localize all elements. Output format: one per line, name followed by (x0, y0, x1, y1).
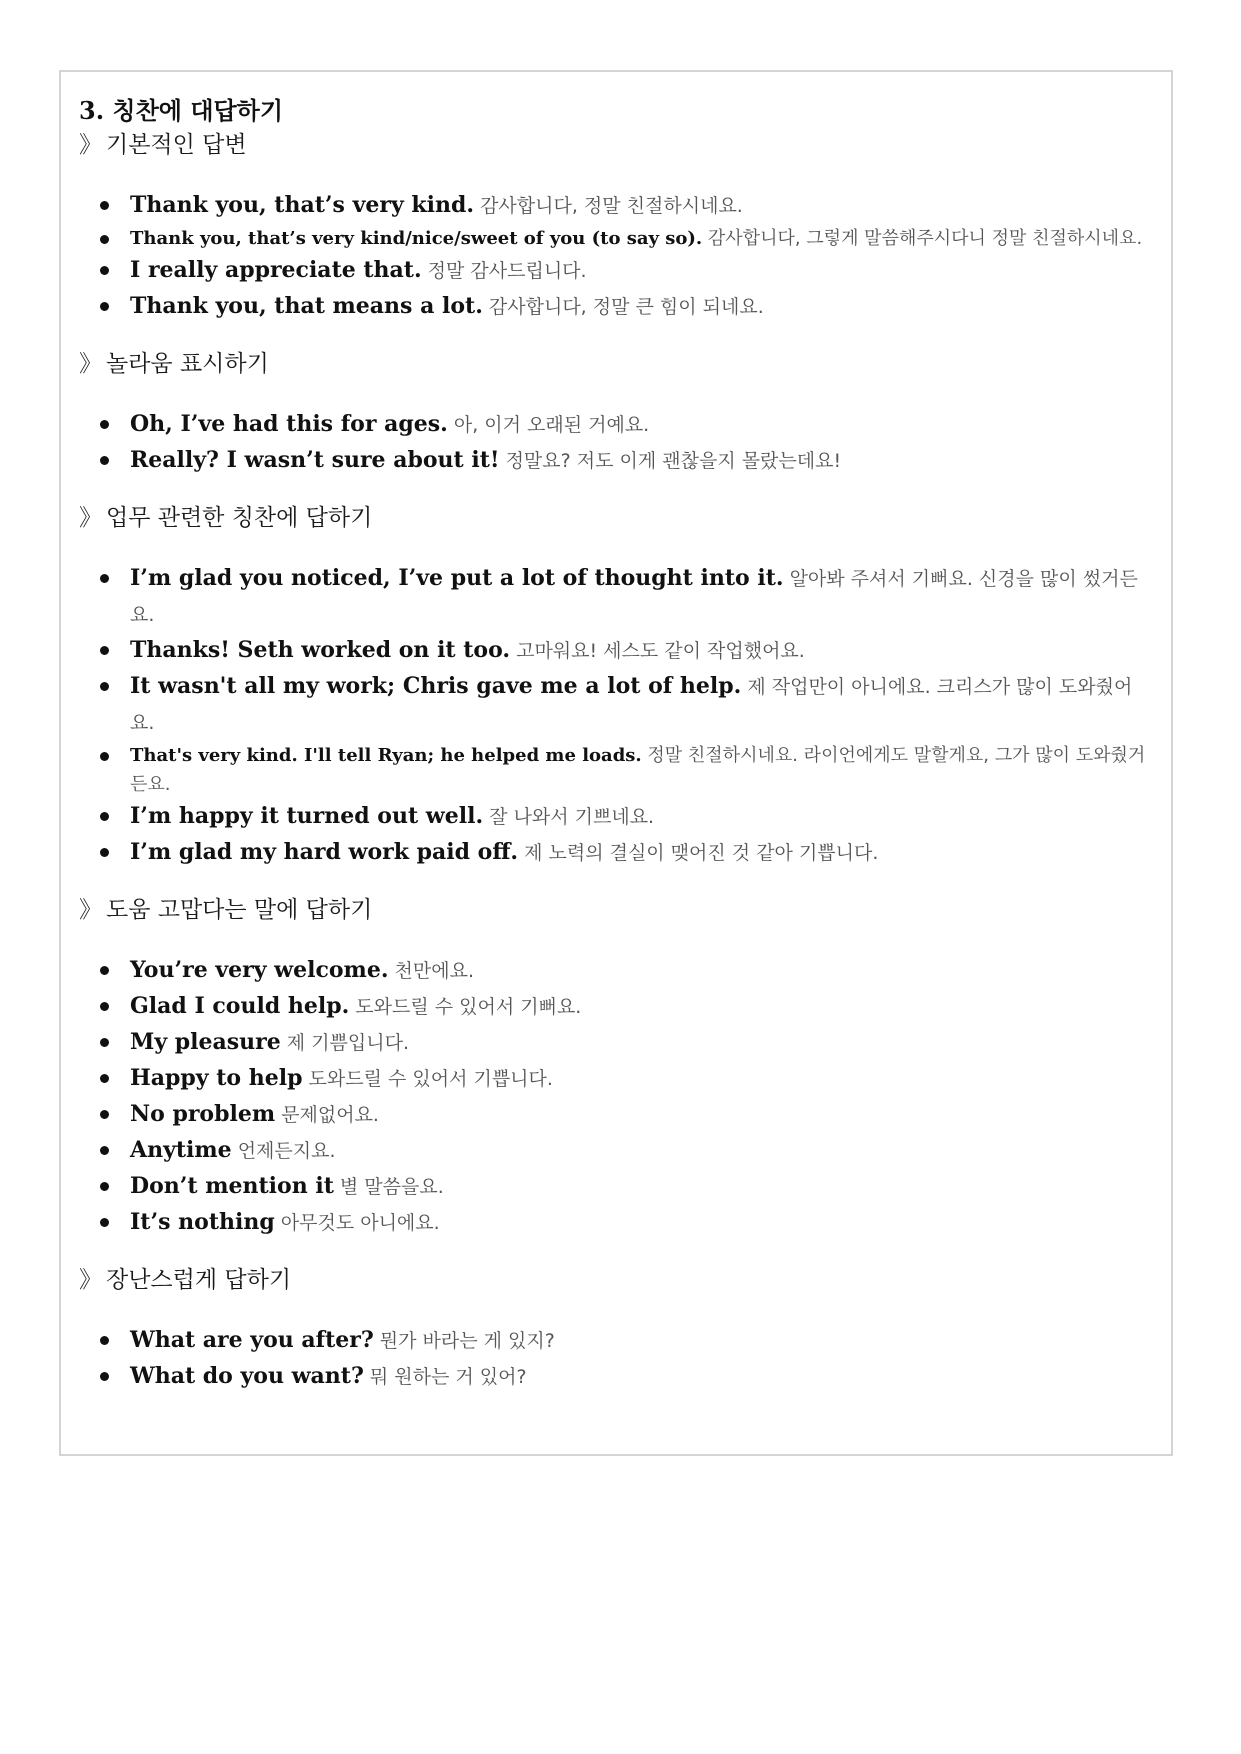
section-heading (79, 501, 1153, 535)
phrase-list (79, 188, 1153, 325)
korean-translation: 문제없어요. (275, 1104, 379, 1126)
english-phrase: Thank you, that’s very kind. (130, 192, 475, 218)
heading-marker: 》 (79, 351, 102, 377)
english-phrase: Thank you, that means a lot. (130, 293, 483, 319)
korean-translation: 제 작업만이 아니에요. 크리스가 많이 도와줬어요. (130, 676, 1133, 734)
content-box (59, 70, 1173, 1456)
korean-translation: 잘 나와서 기쁘네요. (483, 806, 655, 828)
list-item (79, 1205, 1153, 1241)
english-phrase: Happy to help (130, 1065, 303, 1091)
list-item (79, 953, 1153, 989)
korean-translation: 정말 친절하시네요. 라이언에게도 말할게요, 그가 많이 도와줬거든요. (130, 745, 1146, 795)
list-item (79, 669, 1153, 741)
section-heading-text: 도움 고맙다는 말에 답하기 (106, 897, 373, 923)
english-phrase: I’m happy it turned out well. (130, 803, 484, 829)
list-item (79, 741, 1153, 799)
section-heading-text: 놀라움 표시하기 (106, 351, 269, 377)
section-heading (79, 893, 1153, 927)
heading-marker: 》 (79, 505, 102, 531)
english-phrase: No problem (130, 1101, 276, 1127)
english-phrase: Anytime (130, 1137, 232, 1163)
english-phrase: What are you after? (130, 1327, 374, 1353)
list-item (79, 224, 1153, 253)
english-phrase: You’re very welcome. (130, 957, 389, 983)
list-item (79, 799, 1153, 835)
korean-translation: 도와드릴 수 있어서 기쁩니다. (302, 1068, 553, 1090)
english-phrase: Don’t mention it (130, 1173, 334, 1199)
english-phrase: It’s nothing (130, 1209, 275, 1235)
korean-translation: 감사합니다, 정말 친절하시네요. (474, 195, 743, 217)
list-item (79, 1025, 1153, 1061)
korean-translation: 도와드릴 수 있어서 기뻐요. (349, 996, 582, 1018)
list-item (79, 407, 1153, 443)
list-item (79, 188, 1153, 224)
phrase-list (79, 953, 1153, 1241)
korean-translation: 천만에요. (388, 960, 474, 982)
phrase-list (79, 561, 1153, 871)
korean-translation: 뭔가 바라는 게 있지? (373, 1330, 555, 1352)
english-phrase: I really appreciate that. (130, 257, 422, 283)
phrase-list (79, 407, 1153, 479)
english-phrase: Glad I could help. (130, 993, 350, 1019)
section-heading-text: 장난스럽게 답하기 (106, 1267, 292, 1293)
section-heading (79, 128, 1153, 162)
korean-translation: 감사합니다, 그렇게 말씀해주시다니 정말 친절하시네요. (702, 228, 1143, 249)
korean-translation: 아, 이거 오래된 거예요. (447, 414, 650, 436)
english-phrase: I’m glad you noticed, I’ve put a lot of thought into it. (130, 565, 784, 591)
english-phrase: Really? I wasn’t sure about it! (130, 447, 500, 473)
heading-marker: 》 (79, 132, 102, 158)
korean-translation: 별 말씀을요. (333, 1176, 444, 1198)
section-heading-text: 기본적인 답변 (106, 132, 247, 158)
korean-translation: 고마워요! 세스도 같이 작업했어요. (510, 640, 805, 662)
list-item (79, 1359, 1153, 1395)
list-item (79, 989, 1153, 1025)
korean-translation: 알아봐 주셔서 기뻐요. 신경을 많이 썼거든요. (130, 568, 1138, 626)
list-item (79, 1323, 1153, 1359)
korean-translation: 언제든지요. (231, 1140, 336, 1162)
heading-marker: 》 (79, 897, 102, 923)
page-title: 3. 칭찬에 대답하기 (79, 96, 284, 125)
list-item (79, 1061, 1153, 1097)
english-phrase: Oh, I’ve had this for ages. (130, 411, 448, 437)
list-item (79, 289, 1153, 325)
list-item (79, 1169, 1153, 1205)
list-item (79, 633, 1153, 669)
korean-translation: 제 기쁨입니다. (280, 1032, 410, 1054)
section-heading (79, 1263, 1153, 1297)
korean-translation: 정말요? 저도 이게 괜찮을지 몰랐는데요! (499, 450, 842, 472)
english-phrase: I’m glad my hard work paid off. (130, 839, 519, 865)
phrase-list (79, 1323, 1153, 1395)
korean-translation: 제 노력의 결실이 맺어진 것 같아 기쁩니다. (518, 842, 879, 864)
list-item (79, 561, 1153, 633)
list-item (79, 835, 1153, 871)
heading-marker: 》 (79, 1267, 102, 1293)
english-phrase: What do you want? (130, 1363, 364, 1389)
english-phrase: It wasn't all my work; Chris gave me a lot of help. (130, 673, 742, 699)
korean-translation: 뭐 원하는 거 있어? (363, 1366, 527, 1388)
list-item (79, 443, 1153, 479)
english-phrase: Thank you, that’s very kind/nice/sweet of you (to say so). (130, 228, 703, 249)
korean-translation: 감사합니다, 정말 큰 힘이 되네요. (482, 296, 764, 318)
english-phrase: My pleasure (130, 1029, 281, 1055)
korean-translation: 아무것도 아니에요. (274, 1212, 440, 1234)
section-heading (79, 347, 1153, 381)
korean-translation: 정말 감사드립니다. (421, 260, 587, 282)
section-heading-text: 업무 관련한 칭찬에 답하기 (106, 505, 373, 531)
english-phrase: That's very kind. I'll tell Ryan; he helped me loads. (130, 745, 642, 766)
list-item (79, 1097, 1153, 1133)
list-item (79, 253, 1153, 289)
english-phrase: Thanks! Seth worked on it too. (130, 637, 511, 663)
list-item (79, 1133, 1153, 1169)
